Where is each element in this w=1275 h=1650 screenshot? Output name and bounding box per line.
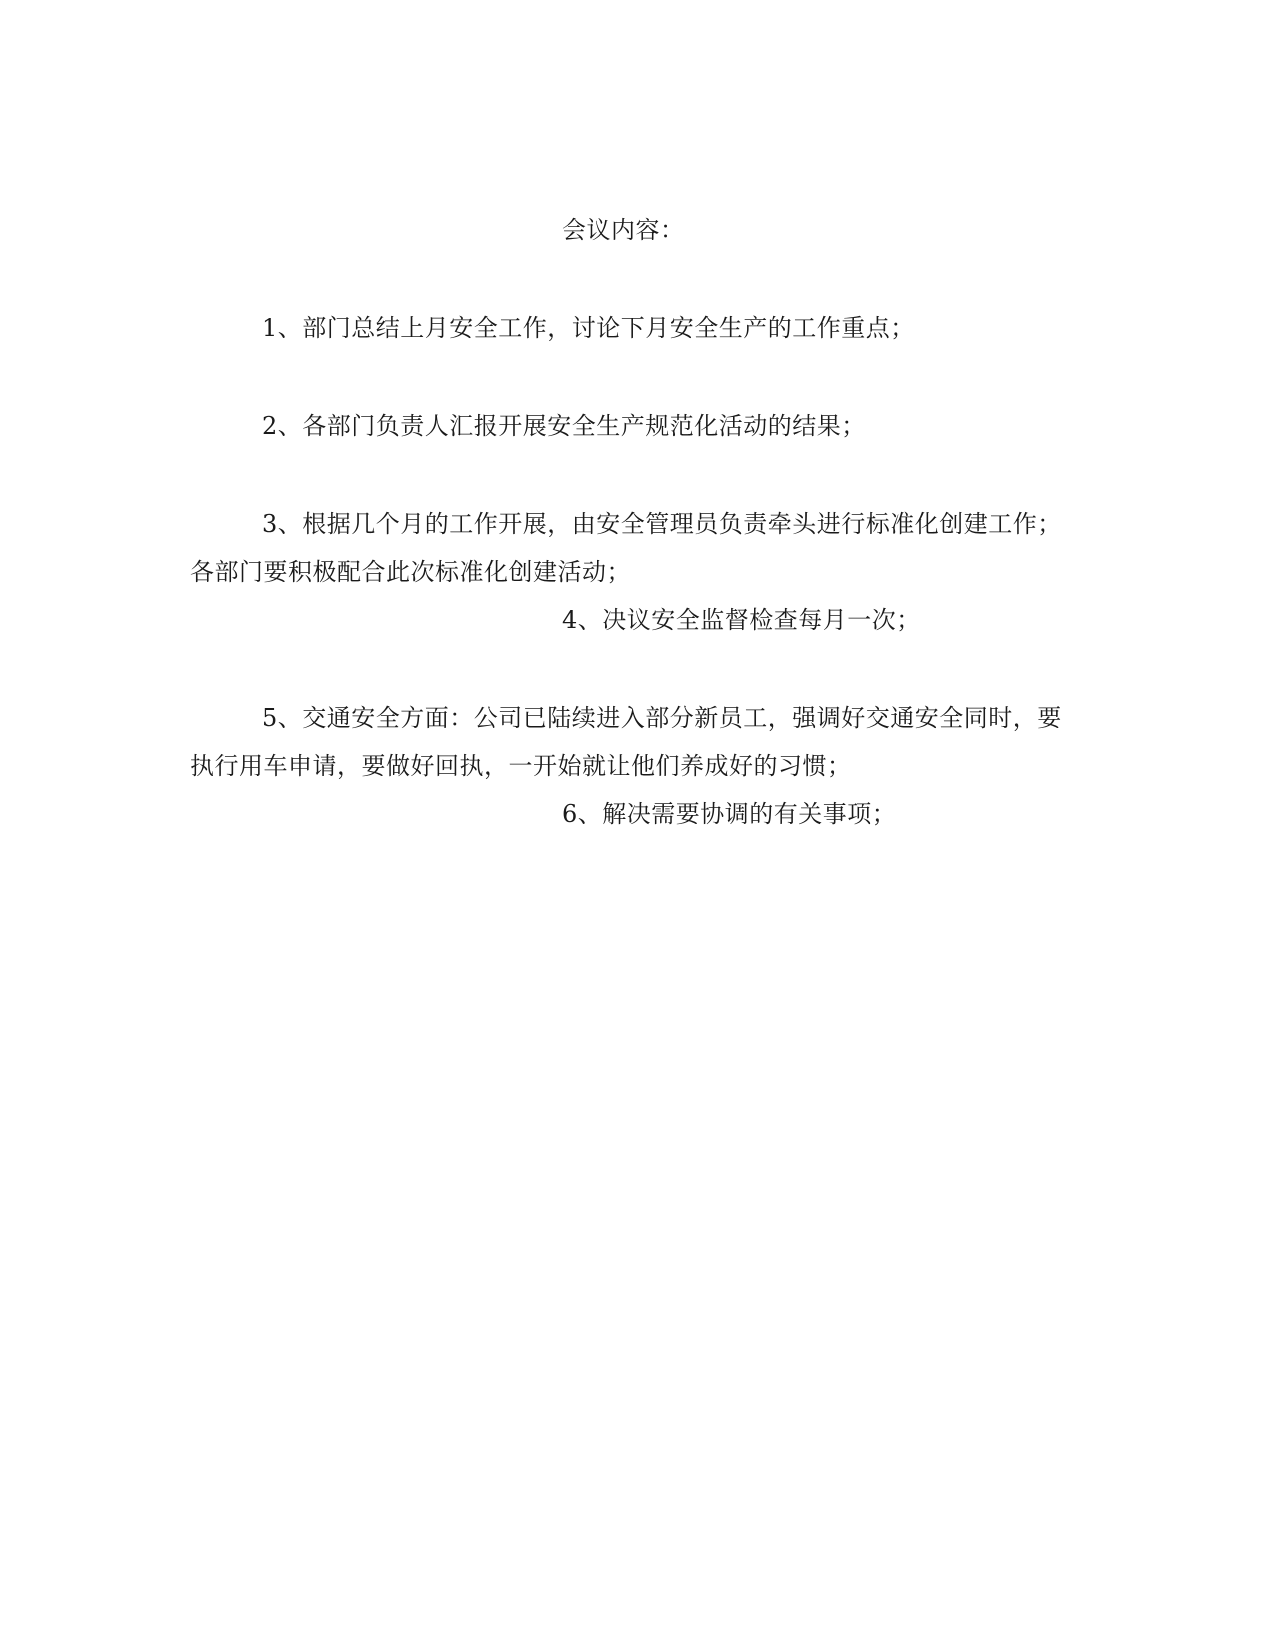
agenda-item-3-line-2: 各部门要积极配合此次标准化创建活动； [190, 558, 631, 586]
agenda-item-5-line-1: 5、交通安全方面：公司已陆续进入部分新员工，强调好交通安全同时，要 [262, 704, 1062, 732]
document-title: 会议内容： [562, 216, 685, 244]
agenda-item-3-line-1: 3、根据几个月的工作开展，由安全管理员负责牵头进行标准化创建工作； [262, 510, 1062, 538]
agenda-item-2: 2、各部门负责人汇报开展安全生产规范化活动的结果； [262, 412, 866, 440]
agenda-item-1: 1、部门总结上月安全工作，讨论下月安全生产的工作重点； [262, 314, 915, 342]
agenda-item-5-line-2: 执行用车申请，要做好回执，一开始就让他们养成好的习惯； [190, 752, 852, 780]
agenda-item-4: 4、决议安全监督检查每月一次； [562, 606, 921, 634]
agenda-item-6: 6、解决需要协调的有关事项； [562, 800, 897, 828]
